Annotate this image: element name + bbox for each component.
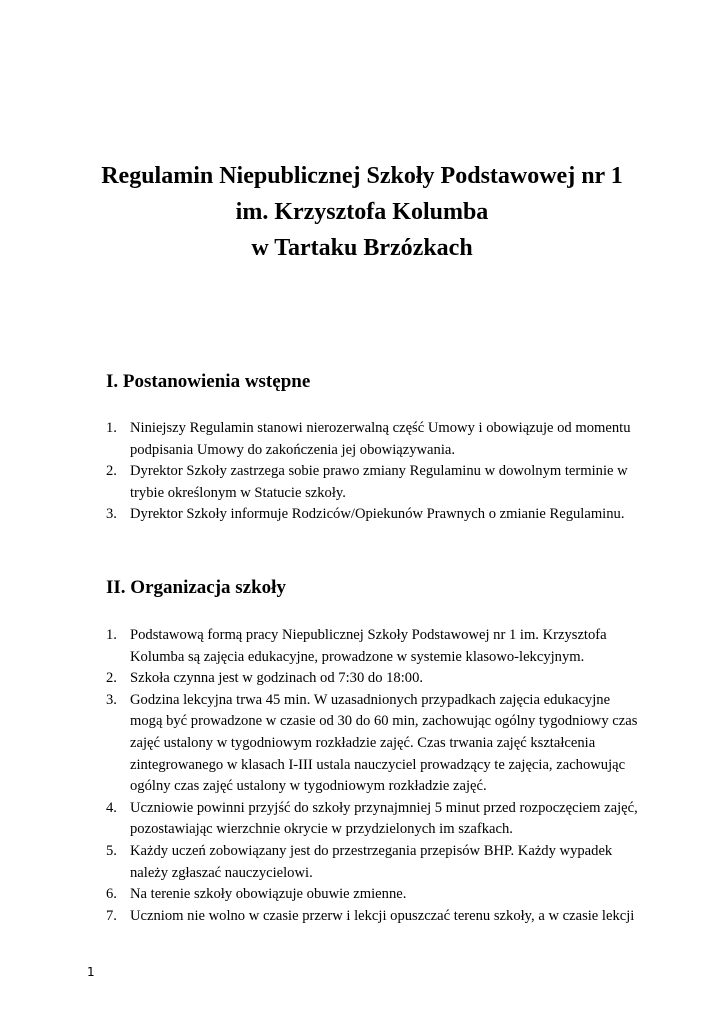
list-item-number: 5. [106, 842, 117, 859]
list-item-line: pozostawiając wierzchnie okrycie w przydzielonych im szafkach. [130, 821, 513, 838]
list-item-line: zajęć ustalony w tygodniowym rozkładzie zajęć. Czas trwania zajęć kształcenia [130, 734, 596, 751]
list-item-line: ogólny czas zajęć ustalony w tygodniowym rozkładzie zajęć. [130, 778, 487, 795]
list-item-line: Na terenie szkoły obowiązuje obuwie zmienne. [130, 886, 407, 903]
list-item-line: trybie określonym w Statucie szkoły. [130, 484, 346, 501]
list-item-line: należy zgłaszać nauczycielowi. [130, 864, 313, 881]
list-item-number: 2. [106, 670, 117, 687]
section-2-list [0, 625, 650, 927]
list-item-line: Uczniowie powinni przyjść do szkoły przynajmniej 5 minut przed rozpoczęciem zajęć, [130, 799, 638, 816]
list-item [0, 798, 650, 841]
list-item-line: zintegrowanego w klasach I-III ustala nauczyciel prowadzący te zajęcia, zachowując [130, 756, 626, 773]
list-item-line: Szkoła czynna jest w godzinach od 7:30 do 18:00. [130, 670, 424, 687]
list-item-line: Dyrektor Szkoły zastrzega sobie prawo zmiany Regulaminu w dowolnym terminie w [130, 463, 628, 480]
section-heading-2: II. Organizacja szkoły [106, 577, 286, 598]
section-1-list [0, 418, 650, 526]
title-line-1: Regulamin Niepublicznej Szkoły Podstawowej nr 1 [101, 163, 623, 189]
list-item [0, 906, 650, 928]
page-number: 1 [87, 965, 95, 979]
list-item-number: 6. [106, 886, 117, 903]
list-item-number: 3. [106, 506, 117, 523]
list-item-line: Niniejszy Regulamin stanowi nierozerwalną część Umowy i obowiązuje od momentu [130, 420, 631, 436]
list-item-number: 7. [106, 907, 117, 924]
list-item [0, 504, 650, 526]
list-item [0, 841, 650, 884]
list-item-line: podpisania Umowy do zakończenia jej obowiązywania. [130, 441, 456, 458]
list-item-line: mogą być prowadzone w czasie od 30 do 60 min, zachowując ogólny tygodniowy czas [130, 713, 638, 730]
list-item-line: Podstawową formą pracy Niepublicznej Szkoły Podstawowej nr 1 im. Krzysztofa [130, 627, 607, 643]
document-title [0, 158, 724, 266]
list-item-number: 1. [106, 627, 117, 643]
list-item-number: 4. [106, 799, 117, 816]
list-item-number: 2. [106, 463, 117, 480]
list-item-line: Kolumba są zajęcia edukacyjne, prowadzone w systemie klasowo-lekcyjnym. [130, 648, 585, 665]
list-item [0, 418, 650, 461]
list-item-line: Uczniom nie wolno w czasie przerw i lekcji opuszczać terenu szkoły, a w czasie lekcji [130, 907, 635, 924]
list-item [0, 668, 650, 690]
list-item [0, 461, 650, 504]
list-item-number: 3. [106, 691, 117, 708]
list-item-number: 1. [106, 420, 117, 436]
list-item-line: Każdy uczeń zobowiązany jest do przestrzegania przepisów BHP. Każdy wypadek [130, 842, 613, 859]
title-line-2: im. Krzysztofa Kolumba [235, 199, 489, 225]
title-line-3: w Tartaku Brzózkach [251, 235, 473, 261]
list-item-line: Godzina lekcyjna trwa 45 min. W uzasadnionych przypadkach zajęcia edukacyjne [130, 691, 611, 708]
list-item [0, 690, 650, 798]
list-item [0, 884, 650, 906]
list-item-line: Dyrektor Szkoły informuje Rodziców/Opiekunów Prawnych o zmianie Regulaminu. [130, 506, 625, 523]
list-item [0, 625, 650, 668]
section-heading-1: I. Postanowienia wstępne [106, 371, 311, 392]
